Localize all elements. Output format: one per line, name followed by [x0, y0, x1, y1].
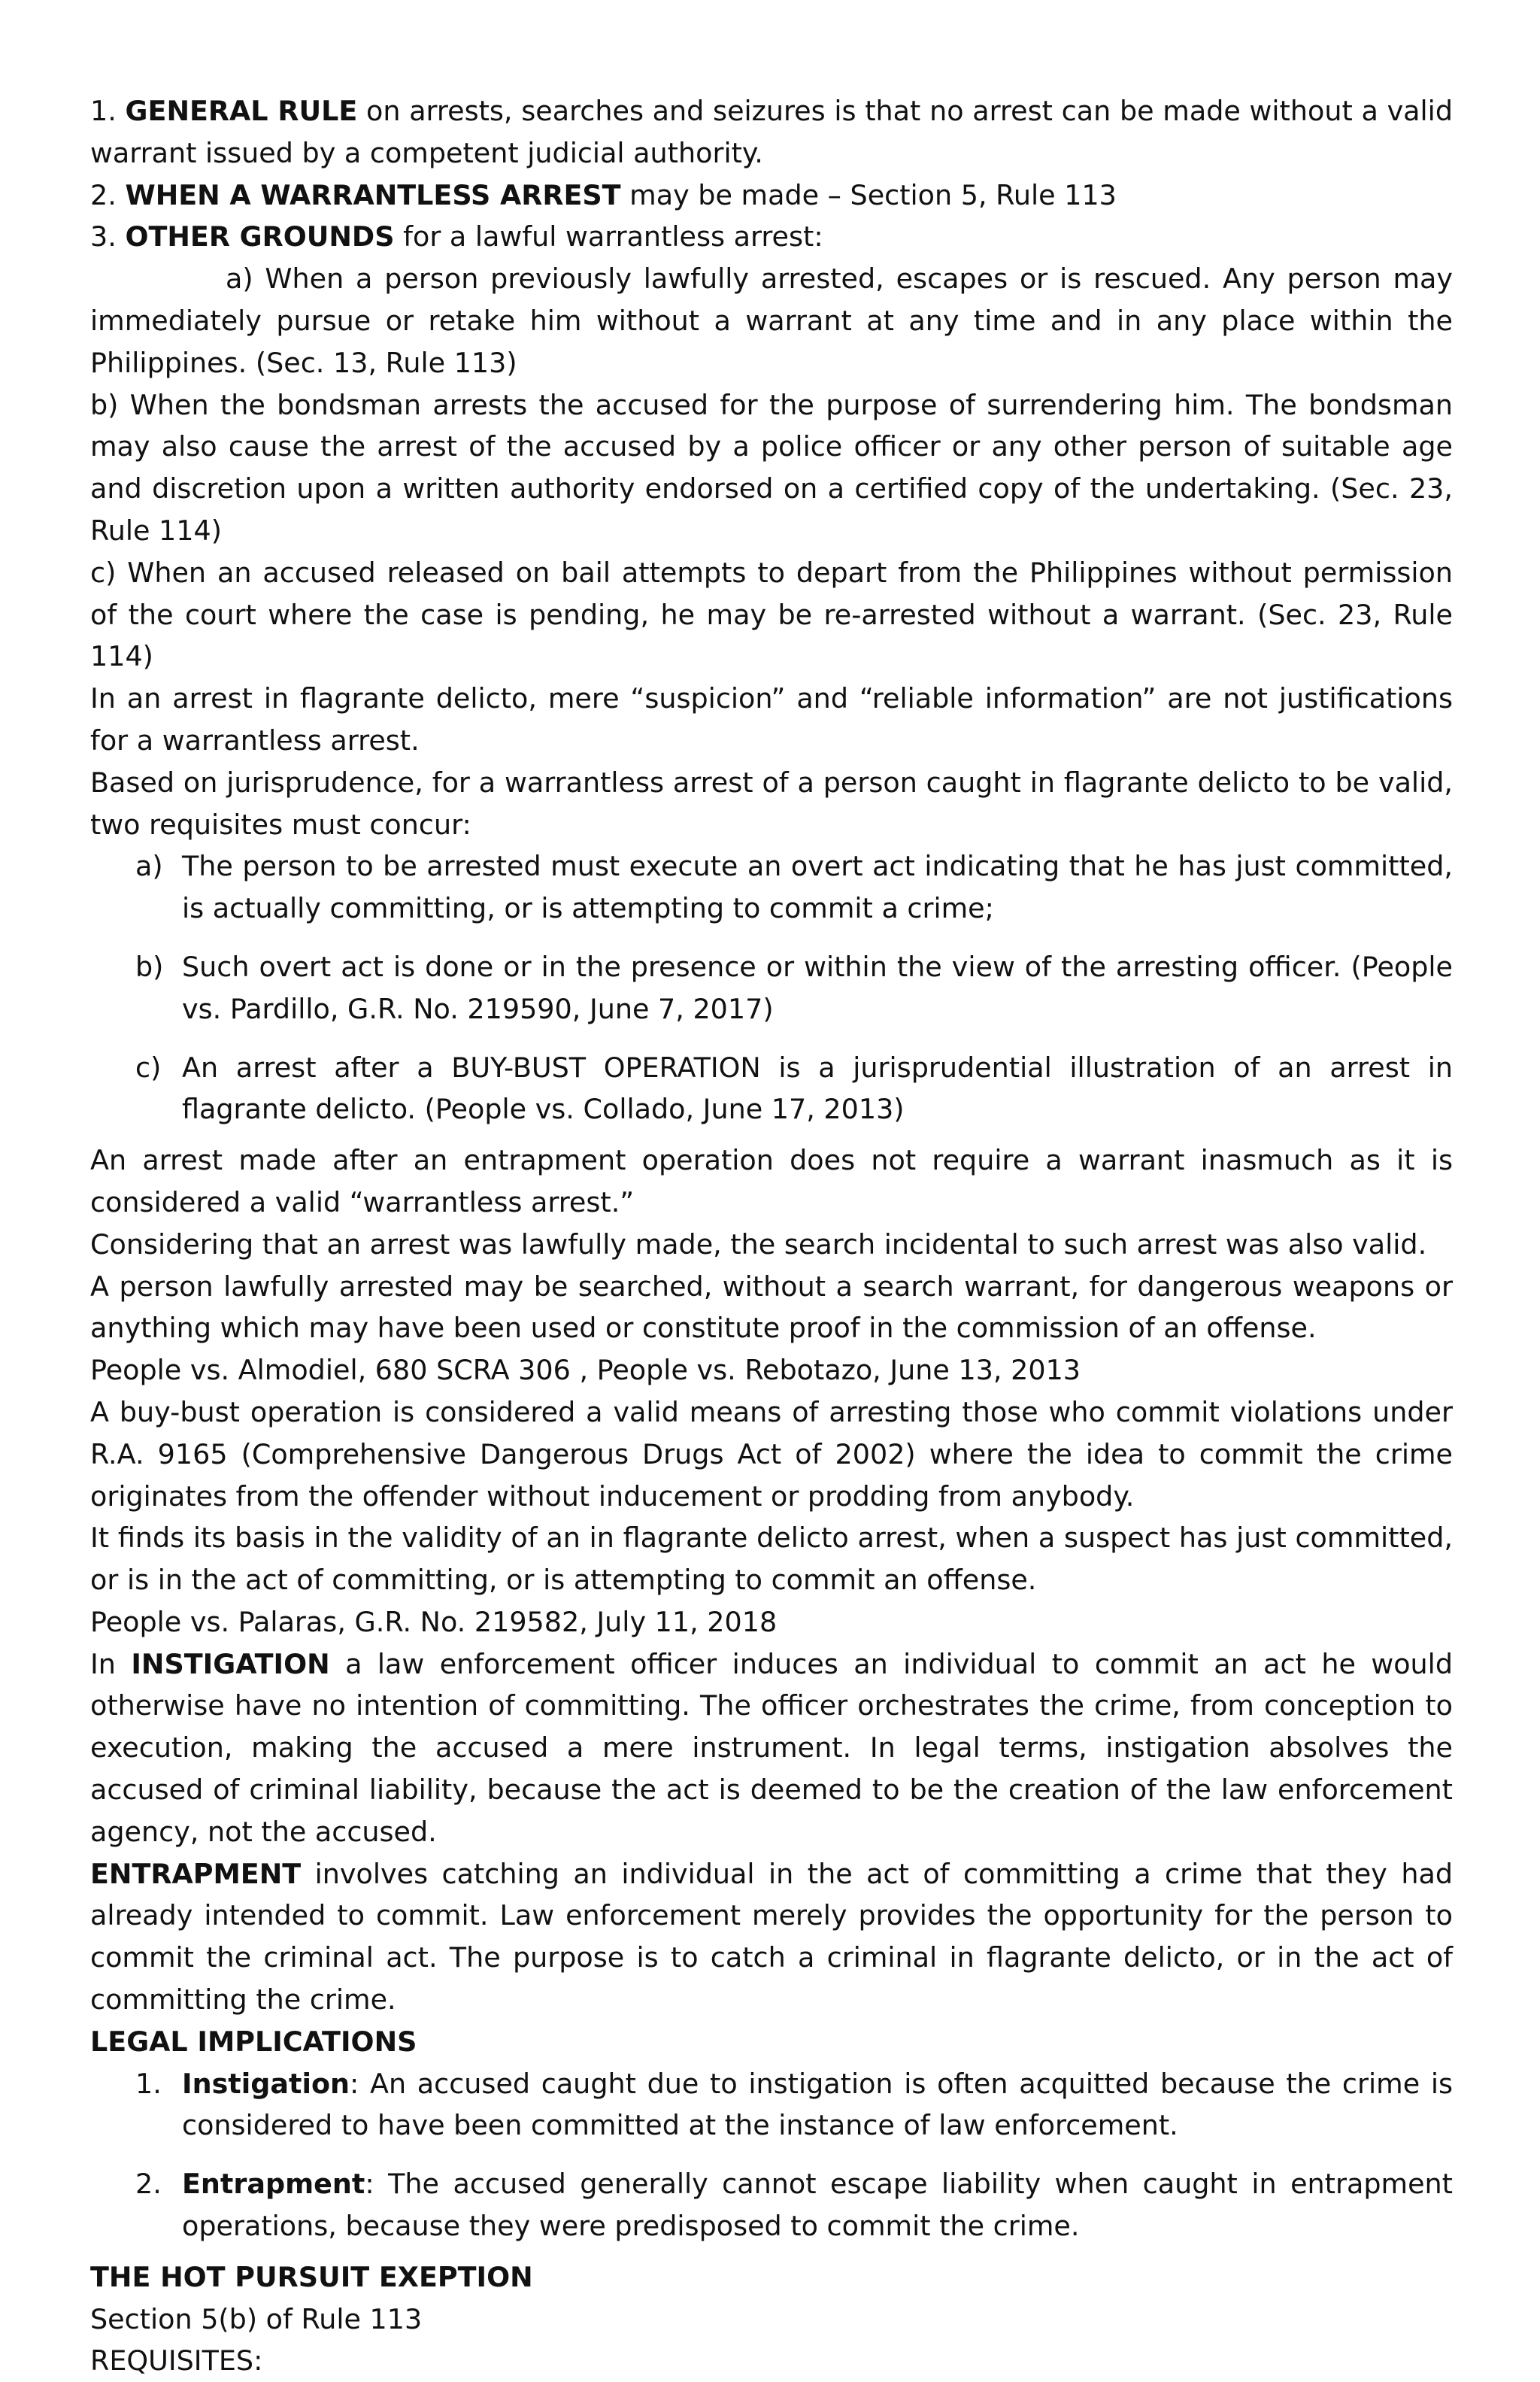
body-paragraph: An arrest made after an entrapment operation does not require a warrant inasmuch as it is considered a valid “warrantless arrest.”: [90, 1144, 1453, 1218]
list-item-text: Such overt act is done or in the presence or within the view of the arresting officer. (People vs. Pardillo, G.R. No. 219590, June 7, 2017): [182, 950, 1453, 1025]
general-rule-heading: GENERAL RULE: [125, 95, 358, 127]
hot-pursuit-requisites-label: REQUISITES:: [90, 2344, 263, 2377]
instigation-text: a law enforcement officer induces an individual to commit an act he would otherwise have no intention of committing. The officer orchestrates the crime, from conception to execution, making the accused a mere instrument. In legal terms, instigation absolves the accused of criminal liability, because the act is deemed to be the creation of the law enforcement agency, not the accused.: [90, 1647, 1453, 1848]
hot-pursuit-heading: THE HOT PURSUIT EXEPTION: [90, 2260, 533, 2293]
list-item: [90, 946, 1453, 1030]
document-page: [90, 90, 1453, 2382]
hot-pursuit-section: Section 5(b) of Rule 113: [90, 2302, 423, 2335]
item-number: 1.: [90, 95, 117, 127]
warrantless-arrest-heading: WHEN A WARRANTLESS ARREST: [125, 178, 621, 211]
jurisprudence-intro-paragraph: Based on jurisprudence, for a warrantless arrest of a person caught in flagrante delicto to be valid, two requisites must concur:: [90, 766, 1453, 841]
list-item-text: : An accused caught due to instigation is often acquitted because the crime is considered to have been committed at the instance of law enforcement.: [182, 2067, 1453, 2142]
implication-term: Entrapment: [182, 2168, 365, 2201]
general-rule-text: on arrests, searches and seizures is that no arrest can be made without a valid warrant issued by a competent judicial authority.: [90, 95, 1453, 169]
list-marker: a): [135, 850, 163, 883]
item-number: 2.: [90, 178, 117, 211]
citation-paragraph: People vs. Palaras, G.R. No. 219582, July 11, 2018: [90, 1605, 778, 1638]
instigation-prefix: In: [90, 1647, 132, 1680]
implication-term: Instigation: [182, 2067, 350, 2100]
body-paragraph: Considering that an arrest was lawfully made, the search incidental to such arrest was also valid.: [90, 1227, 1427, 1261]
other-grounds-paragraph: [90, 216, 1453, 258]
entrapment-text: involves catching an individual in the act of committing a crime that they had already intended to commit. Law enforcement merely provides the opportunity for the person to commit the criminal act. The purpose is to catch a criminal in flagrante delicto, or in the act of committing the crime.: [90, 1857, 1453, 2016]
legal-implications-list: [90, 2063, 1453, 2247]
instigation-paragraph: [90, 1643, 1453, 1853]
list-item-text: An arrest after a BUY-BUST OPERATION is a jurisprudential illustration of an arrest in flagrante delicto. (People vs. Collado, June 17, 2013): [182, 1051, 1453, 1126]
list-marker: c): [135, 1051, 162, 1084]
requisites-list: [90, 845, 1453, 1130]
list-marker: 2.: [135, 2168, 162, 2201]
flagrante-intro-paragraph: In an arrest in flagrante delicto, mere “suspicion” and “reliable information” are not justifications for a warrantless arrest.: [90, 682, 1453, 757]
body-paragraph: It finds its basis in the validity of an in flagrante delicto arrest, when a suspect has just committed, or is in the act of committing, or is attempting to commit an offense.: [90, 1522, 1453, 1597]
ground-c-paragraph: c) When an accused released on bail attempts to depart from the Philippines without permission of the court where the case is pending, he may be re-arrested without a warrant. (Sec. 23, Rule 114): [90, 556, 1453, 673]
list-marker: b): [135, 950, 164, 983]
general-rule-paragraph: [90, 90, 1453, 174]
body-paragraph: A buy-bust operation is considered a valid means of arresting those who commit violations under R.A. 9165 (Comprehensive Dangerous Drugs Act of 2002) where the idea to commit the crime originates from the offender without inducement or prodding from anybody.: [90, 1395, 1453, 1513]
ground-a-paragraph: a) When a person previously lawfully arrested, escapes or is rescued. Any person may immediately pursue or retake him without a warrant at any time and in any place within the Philippines. (Sec. 13, Rule 113): [90, 262, 1453, 379]
warrantless-arrest-paragraph: [90, 174, 1453, 217]
other-grounds-heading: OTHER GROUNDS: [125, 220, 395, 253]
body-paragraph: A person lawfully arrested may be searched, without a search warrant, for dangerous weapons or anything which may have been used or constitute proof in the commission of an offense.: [90, 1270, 1453, 1345]
legal-implications-heading: LEGAL IMPLICATIONS: [90, 2025, 417, 2058]
other-grounds-text: for a lawful warrantless arrest:: [394, 220, 823, 253]
item-number: 3.: [90, 220, 117, 253]
list-item-text: The person to be arrested must execute an overt act indicating that he has just committed, is actually committing, or is attempting to commit a crime;: [182, 850, 1453, 925]
list-marker: 1.: [135, 2067, 162, 2100]
list-item-text: : The accused generally cannot escape liability when caught in entrapment operations, because they were predisposed to commit the crime.: [182, 2168, 1453, 2243]
entrapment-term: ENTRAPMENT: [90, 1857, 302, 1890]
citation-paragraph: People vs. Almodiel, 680 SCRA 306 , People vs. Rebotazo, June 13, 2013: [90, 1354, 1081, 1387]
list-item: [90, 2063, 1453, 2147]
list-item: [90, 845, 1453, 930]
instigation-term: INSTIGATION: [131, 1647, 330, 1680]
entrapment-paragraph: [90, 1853, 1453, 2021]
list-item: [90, 1047, 1453, 1131]
warrantless-arrest-text: may be made – Section 5, Rule 113: [620, 178, 1117, 211]
ground-b-paragraph: b) When the bondsman arrests the accused for the purpose of surrendering him. The bondsman may also cause the arrest of the accused by a police officer or any other person of suitable age and discretion upon a written authority endorsed on a certified copy of the undertaking. (Sec. 23, Rule 114): [90, 388, 1453, 547]
list-item: [90, 2163, 1453, 2247]
